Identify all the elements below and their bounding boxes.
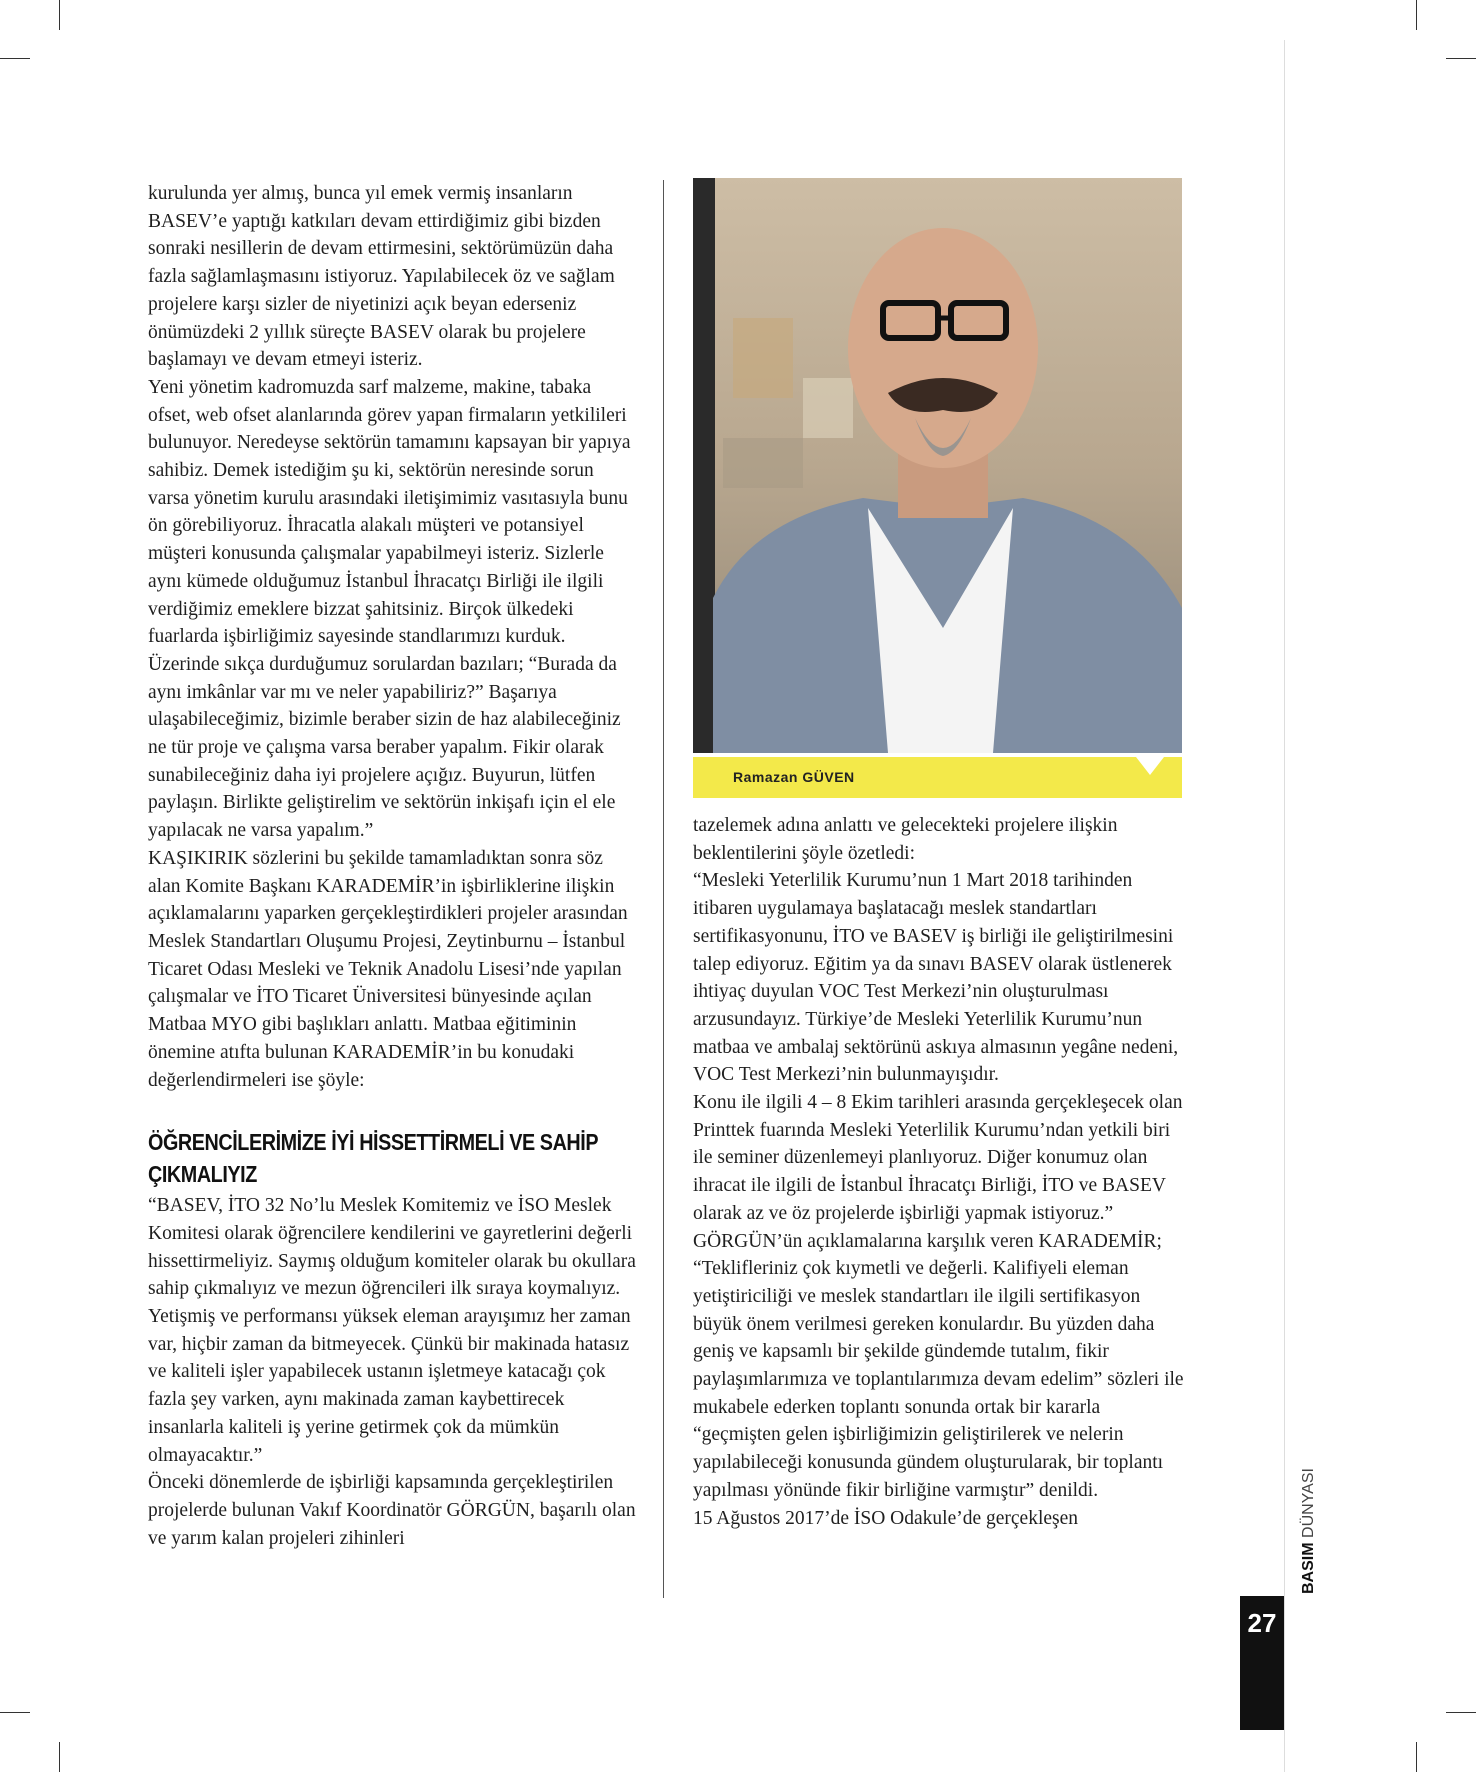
section-heading: ÖĞRENCİLERİMİZE İYİ HİSSETTİRMELİ VE SAHİP ÇIKMALIYIZ (148, 1129, 598, 1188)
crop-mark (1446, 58, 1476, 59)
page-number-box (1240, 1596, 1284, 1730)
crop-mark (1446, 1712, 1476, 1713)
photo-caption-bar (693, 757, 1182, 798)
paragraph: Konu ile ilgili 4 – 8 Ekim tarihleri arasında gerçekleşecek olan Printtek fuarında Mesleki Yeterlilik Kurumu’ndan yetkili biri ile seminer düzenlemeyi planlıyoruz. Diğer konumuz olan ihracat ile ilgili de İstanbul İhracatçı Birliği, İTO ve BASEV olarak az ve öz projelerde işbirliği yapmak istiyoruz.” GÖRGÜN’ün açıklamalarına karşılık veren KARADEMİR; “Teklifleriniz çok kıymetli ve değerli. Kalifiyeli eleman yetiştiriciliği ve meslek standartları ile ilgili sertifikasyon büyük önem verilmesi gereken konulardır. Bu yüzden daha geniş ve kapsamlı bir şekilde gündemde tutalım, fikir paylaşımlarımıza ve toplantılarımıza devam edelim” sözleri ile mukabele ederken toplantı sonunda ortak bir kararla “geçmişten gelen işbirliğimizin geliştirilerek ve nelerin yapılabileceği konusunda gündem oluşturularak, bir toplantı yapılması yönünde fikir birliğine varmıştır” denildi. (693, 1092, 1184, 1501)
page-number: 27 (1247, 1608, 1277, 1638)
crop-mark (0, 1712, 30, 1713)
crop-mark (0, 58, 30, 59)
column-divider (663, 180, 664, 1598)
paragraph: kurulunda yer almış, bunca yıl emek vermiş insanların BASEV’e yaptığı katkıları devam ettirdiğimiz gibi bizden sonraki nesillerin de devam ettirmesini, sektörümüzün daha fazla sağlamlaşmasını istiyoruz. Yapılabilecek öz ve sağlam projelere karşı sizler de niyetinizi açık beyan ederseniz önümüzdeki 2 yıllık süreçte BASEV olarak bu projelere başlamayı ve devam etmeyi isteriz. (148, 183, 615, 371)
paragraph: “BASEV, İTO 32 No’lu Meslek Komitemiz ve İSO Meslek Komitesi olarak öğrencilere kendilerini ve gayretlerini değerli hissettirmeliyiz. Saymış olduğum komiteler olarak bu okullara sahip çıkmalıyız ve mezun öğrencileri ilk sıraya koymalıyız. Yetişmiş ve performansı yüksek eleman arayışımız her zaman var, hiçbir zaman da bitmeyecek. Çünkü bir makinada hatasız ve kaliteli işler yapabilecek ustanın işletmeye katacağı çok fazla şey varken, aynı makinada zaman kaybettirecek insanlarla kaliteli iş yerine getirmek çok da mümkün olmayacaktır.” (148, 1195, 636, 1466)
paragraph: Önceki dönemlerde de işbirliği kapsamında gerçekleştirilen projelerde bulunan Vakıf Koordinatör GÖRGÜN, başarılı olan ve yarım kalan projeleri zihinleri (148, 1472, 636, 1549)
article-right-column (693, 812, 1189, 1532)
crop-mark (1416, 1742, 1417, 1772)
paragraph: tazelemek adına anlattı ve gelecekteki projelere ilişkin beklentilerini şöyle özetledi: (693, 815, 1118, 864)
paragraph: Yeni yönetim kadromuzda sarf malzeme, makine, tabaka ofset, web ofset alanlarında görev yapan firmaların yetkilileri bulunuyor. Neredeyse sektörün tamamını kapsayan bir yapıya sahibiz. Demek istediğim şu ki, sektörün neresinde sorun varsa yönetim kurulu arasındaki iletişimimiz vasıtasıyla bunu ön görebiliyoruz. İhracatla alakalı müşteri ve potansiyel müşteri konusunda çalışmalar yapabilmeyi isteriz. Sizlerle aynı kümede olduğumuz İstanbul İhracatçı Birliği ile ilgili verdiğimiz emeklere bizzat şahitsiniz. Birçok ülkedeki fuarlarda işbirliğimiz sayesinde standlarımızı kurduk. Üzerinde sıkça durduğumuz sorulardan bazıları; “Burada da aynı imkânlar var mı ve neler yapabiliriz?” Başarıya ulaşabileceğimiz, bizimle beraber sizin de haz alabileceğiniz ne tür proje ve çalışma varsa beraber yapalım. Fikir olarak sunabileceğiniz daha iyi projelere açığız. Buyurun, lütfen paylaşın. Birlikte geliştirelim ve sektörün inkişafı için el ele yapılacak ne varsa yapalım.” (148, 376, 631, 842)
portrait-illustration (693, 178, 1182, 753)
masthead-bold: BASIM (1300, 1542, 1317, 1594)
magazine-masthead (1300, 1468, 1318, 1594)
page-edge-rule (1284, 40, 1285, 1772)
article-left-column (148, 180, 638, 1552)
paragraph: KAŞIKIRIK sözlerini bu şekilde tamamladıktan sonra söz alan Komite Başkanı KARADEMİR’in işbirliklerine ilişkin açıklamalarını yaparken gerçekleştirdikleri projeler arasından Meslek Standartları Oluşumu Projesi, Zeytinburnu – İstanbul Ticaret Odası Mesleki ve Teknik Anadolu Lisesi’nde yapılan çalışmalar ve İTO Ticaret Üniversitesi bünyesinde açılan Matbaa MYO gibi başlıkları anlattı. Matbaa eğitiminin önemine atıfta bulunan KARADEMİR’in bu konudaki değerlendirmeleri ise şöyle: (148, 847, 628, 1091)
photo-caption: Ramazan GÜVEN (733, 769, 855, 785)
crop-mark (59, 0, 60, 30)
caption-notch-icon (1136, 757, 1164, 775)
masthead-light: DÜNYASI (1300, 1468, 1317, 1538)
portrait-photo (693, 178, 1182, 753)
paragraph: 15 Ağustos 2017’de İSO Odakule’de gerçekleşen (693, 1507, 1079, 1529)
paragraph: “Mesleki Yeterlilik Kurumu’nun 1 Mart 2018 tarihinden itibaren uygulamaya başlatacağı meslek standartları sertifikasyonunu, İTO ve BASEV iş birliği ile geliştirilmesini talep ediyoruz. Eğitim ya da sınavı BASEV olarak üstlenerek ihtiyaç duyulan VOC Test Merkezi’nin oluşturulması arzusundayız. Türkiye’de Mesleki Yeterlilik Kurumu’nun matbaa ve ambalaj sektörünü askıya almasının yegâne nedeni, VOC Test Merkezi’nin bulunmayışıdır. (693, 870, 1179, 1086)
crop-mark (59, 1742, 60, 1772)
crop-mark (1416, 0, 1417, 30)
